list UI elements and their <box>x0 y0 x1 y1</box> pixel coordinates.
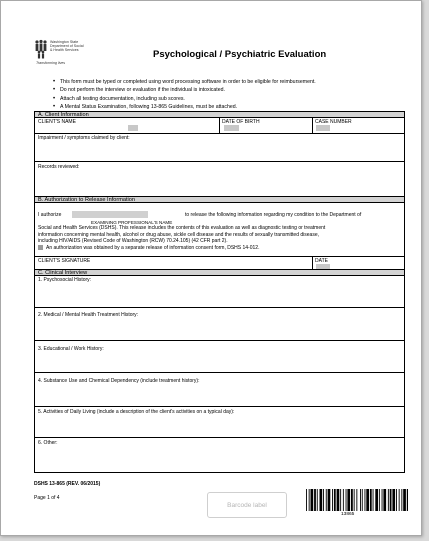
client-signature-label: CLIENT'S SIGNATURE <box>38 258 91 264</box>
instruction-item: • Attach all testing documentation, including sub scores. <box>53 95 403 103</box>
instruction-item: • This form must be typed or completed using word processing software in order to be eligible for reimbursement. <box>53 78 403 86</box>
logo-org-text: Washington State Department of Social & Health Services <box>50 40 84 53</box>
client-name-field[interactable] <box>128 125 138 131</box>
case-number-field[interactable] <box>316 125 330 131</box>
page-number: Page 1 of 4 <box>34 495 60 501</box>
people-logo-icon <box>34 39 50 59</box>
authorize-suffix: to release the following information regarding my condition to the Department of <box>185 212 362 218</box>
divider <box>35 437 404 438</box>
logo-tagline: Transforming lives <box>36 61 66 65</box>
section-a-header: A. Client Information <box>35 111 404 118</box>
form-id: DSHS 13-865 (REV. 06/2015) <box>34 481 101 487</box>
consent-checkbox[interactable] <box>38 245 43 250</box>
divider <box>312 118 313 134</box>
page-title: Psychological / Psychiatric Evaluation <box>153 49 327 60</box>
dshs-logo <box>34 39 92 69</box>
interview-item: 3. Educational / Work History: <box>38 346 104 352</box>
interview-item: 2. Medical / Mental Health Treatment History: <box>38 312 139 318</box>
interview-item: 1. Psychosocial History: <box>38 277 92 283</box>
divider <box>35 340 404 341</box>
interview-item: 5. Activities of Daily Living (include a description of the client's activities on a typical day): <box>38 409 235 415</box>
client-name-label: CLIENT'S NAME <box>38 119 76 125</box>
records-reviewed-label: Records reviewed: <box>38 164 80 170</box>
interview-item: 4. Substance Use and Chemical Dependency (include treatment history): <box>38 378 200 384</box>
examiner-name-label: EXAMINING PROFESSIONAL'S NAME <box>91 220 173 225</box>
evaluation-form <box>34 111 405 473</box>
divider <box>35 406 404 407</box>
divider <box>35 133 404 134</box>
divider <box>35 161 404 162</box>
barcode-number: 13865 <box>341 512 355 517</box>
divider <box>35 256 404 257</box>
instruction-item: • Do not perform the interview or evaluation if the individual is intoxicated. <box>53 86 403 94</box>
instructions-list <box>53 78 403 111</box>
divider <box>35 372 404 373</box>
interview-item: 6. Other: <box>38 440 58 446</box>
instruction-item: • A Mental Status Examination, following 13-865 Guidelines, must be attached. <box>53 103 403 111</box>
case-number-label: CASE NUMBER <box>315 119 352 125</box>
divider <box>312 256 313 270</box>
consent-note: An authorization was obtained by a separate release of information consent form, DSHS 14-012. <box>46 244 260 251</box>
date-of-birth-label: DATE OF BIRTH <box>222 119 260 125</box>
signature-date-label: DATE <box>315 258 328 264</box>
section-c-header: C. Clinical Interview <box>35 269 404 276</box>
divider <box>219 118 220 134</box>
section-b-header: B. Authorization to Release Information <box>35 196 404 203</box>
release-text: Social and Health Services (DSHS). This release includes the contents of this evaluation as well as diagnostic testing or treatment information concerning mental health, alcohol or drug abuse, sickle cell disease and the results of sexually transmitted disease, including HIV/AIDS (Revised Code of Washington (RCW) 70.24.105) (42 CFR part 2). An authorization was obtained by a separate release of information consent form, DSHS 14-012. <box>38 225 326 251</box>
impairment-label: Impairment / symptoms claimed by client: <box>38 135 130 141</box>
examiner-name-field[interactable] <box>72 211 148 218</box>
barcode-icon <box>306 489 408 512</box>
authorize-prefix: I authorize <box>38 212 62 218</box>
divider <box>35 307 404 308</box>
barcode-label-box: Barcode label <box>207 492 287 518</box>
date-of-birth-field[interactable] <box>224 125 239 131</box>
